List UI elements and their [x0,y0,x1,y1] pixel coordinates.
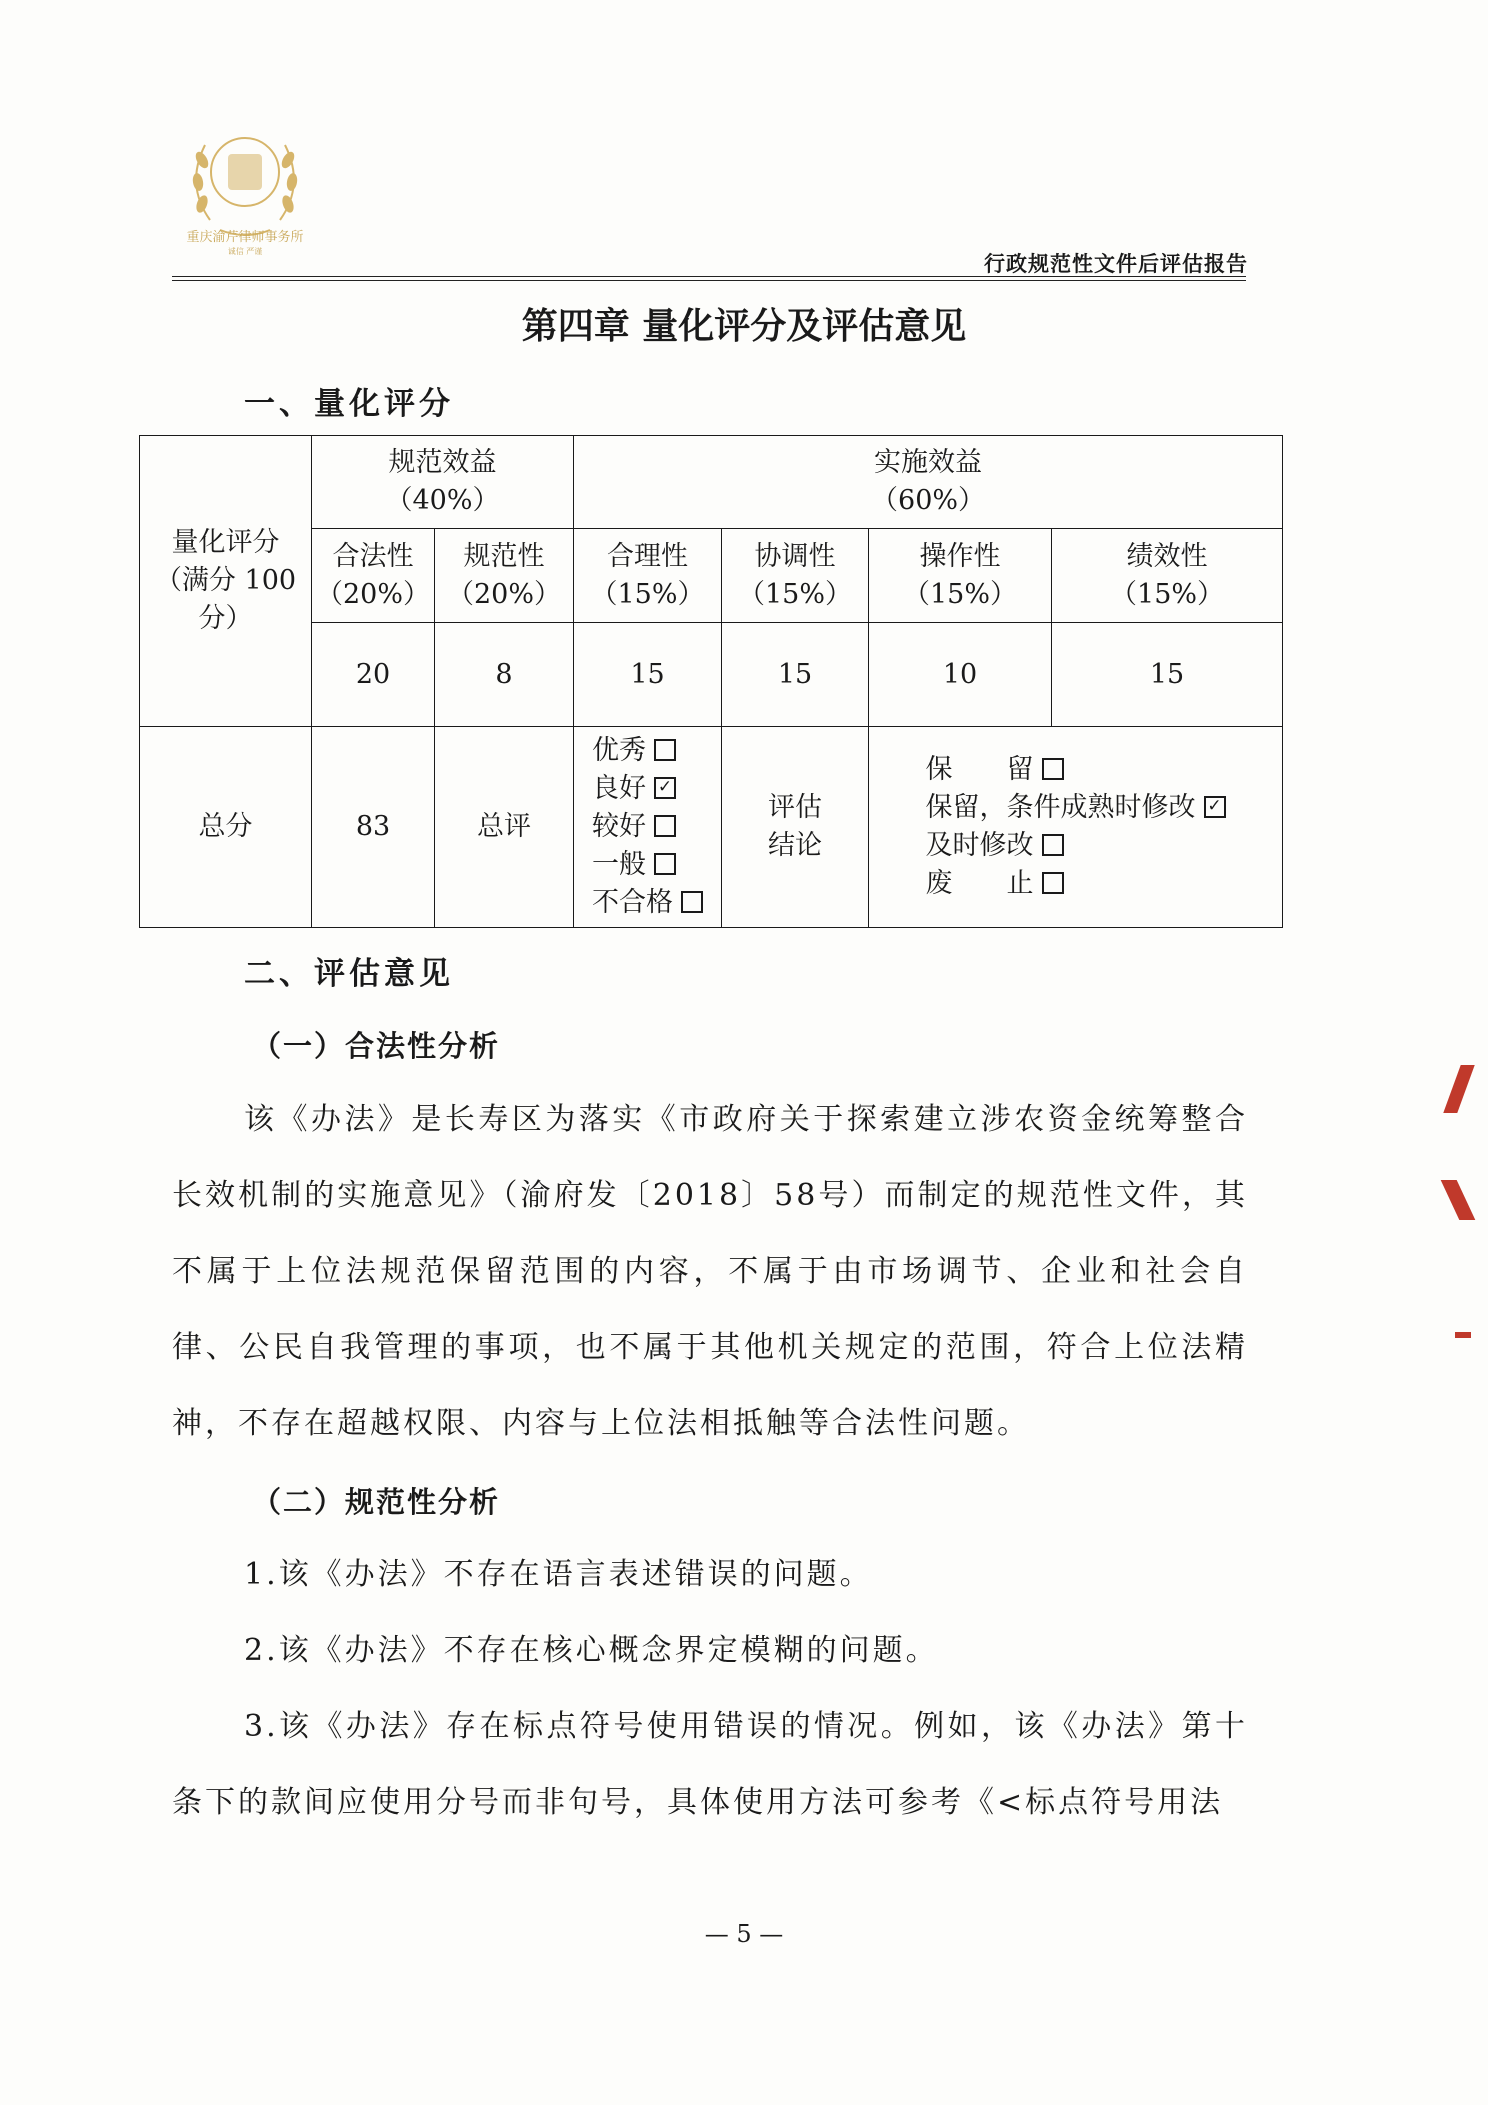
checkbox-option [592,770,703,808]
criterion-header [1052,529,1283,623]
criterion-header [722,529,869,623]
checkbox-option [592,846,703,884]
score-cell: 10 [869,623,1052,727]
conclusion-options [926,751,1226,903]
total-label: 总分 [140,727,312,928]
empty-box-icon [654,815,676,837]
conclusion-label-cell [722,727,869,928]
checked-box-icon: ✓ [1204,796,1226,818]
conclusion-options-cell [869,727,1283,928]
overall-options-cell [574,727,722,928]
empty-box-icon [681,891,703,913]
checkbox-label: 较好 [592,811,647,842]
stamp-mark [1455,1332,1471,1338]
score-cell: 20 [312,623,435,727]
list-item: 3.该《办法》存在标点符号使用错误的情况。例如，该《办法》第十条下的款间应使用分号而非句号，具体使用方法可参考《<标点符号用法 [172,1709,1248,1820]
criterion-weight: （15%） [738,578,853,610]
empty-box-icon [654,739,676,761]
checkbox-label: 不合格 [592,887,674,918]
logo-subtext: 诚信 严谨 [227,247,263,256]
score-cell: 15 [1052,623,1283,727]
row-header-cell [140,436,312,727]
checkbox-option [926,827,1226,865]
empty-box-icon [654,853,676,875]
overall-rating-options [592,732,703,922]
checkbox-label: 优秀 [592,735,647,766]
subheading-standardization: （二）规范性分析 [252,1485,501,1519]
group-name: 规范效益 [388,447,497,479]
section-heading-scoring: 一、量化评分 [244,386,454,422]
score-cell: 8 [435,623,574,727]
checkbox-option [926,751,1226,789]
group-header-standard [312,436,574,529]
group-header-implementation [574,436,1283,529]
checkbox-label: 及时修改 [925,830,1034,861]
criterion-name: 合法性 [332,540,414,572]
stamp-mark [1443,1065,1474,1113]
criterion-weight: （15%） [903,578,1018,610]
criterion-weight: （20%） [315,578,430,610]
row-header-label: 量化评分（满分 100 分） [154,527,297,634]
overall-label: 总评 [435,727,574,928]
criterion-header [574,529,722,623]
criterion-name: 规范性 [463,540,545,572]
group-weight: （60%） [871,485,986,516]
criterion-name: 合理性 [607,540,689,572]
criterion-header [312,529,435,623]
checkbox-label: 良好 [592,773,647,804]
score-cell: 15 [574,623,722,727]
criterion-weight: （15%） [590,578,705,610]
total-value: 83 [312,727,435,928]
list-item: 2.该《办法》不存在核心概念界定模糊的问题。 [244,1633,939,1668]
checkbox-label: 保 留 [925,754,1034,785]
header-rule [172,276,1246,281]
checkbox-label: 废 止 [925,868,1034,899]
score-cell: 15 [722,623,869,727]
section-heading-opinions: 二、评估意见 [244,956,454,992]
criterion-name: 操作性 [919,540,1001,572]
checkbox-label: 一般 [592,849,647,880]
criterion-weight: （15%） [1110,578,1225,610]
subheading-legality: （一）合法性分析 [252,1029,501,1063]
logo-text: 重庆渝芹律师事务所 [186,230,304,245]
empty-box-icon [1042,834,1064,856]
paragraph-legality: 该《办法》是长寿区为落实《市政府关于探索建立涉农资金统筹整合长效机制的实施意见》（渝府发〔2018〕58号）而制定的规范性文件，其不属于上位法规范保留范围的内容，不属于由市场调节、企业和社会自律、公民自我管理的事项，也不属于其他机关规定的范围，符合上位法精神，不存在超越权限、内容与上位法相抵触等合法性问题。 [172,1102,1248,1441]
checkbox-option [592,884,703,922]
group-weight: （40%） [385,485,500,516]
list-item: 1.该《办法》不存在语言表述错误的问题。 [244,1557,873,1592]
group-name: 实施效益 [874,447,983,479]
checkbox-option [592,732,703,770]
empty-box-icon [1042,872,1064,894]
checkbox-option [926,865,1226,903]
criterion-header [869,529,1052,623]
checkbox-option [926,789,1226,827]
score-table [139,435,1283,928]
stamp-mark [1441,1180,1476,1220]
criterion-name: 协调性 [754,540,836,572]
page-number: — 5 — [704,1920,784,1948]
criterion-name: 绩效性 [1126,540,1208,572]
checkbox-label: 保留，条件成熟时修改 [925,792,1196,823]
running-header-title: 行政规范性文件后评估报告 [984,251,1248,276]
checkbox-option [592,808,703,846]
chapter-title: 第四章 量化评分及评估意见 [521,306,967,347]
checked-box-icon: ✓ [654,777,676,799]
empty-box-icon [1042,758,1064,780]
conclusion-label: 评估结论 [768,792,823,861]
criterion-header [435,529,574,623]
criterion-weight: （20%） [447,578,562,610]
